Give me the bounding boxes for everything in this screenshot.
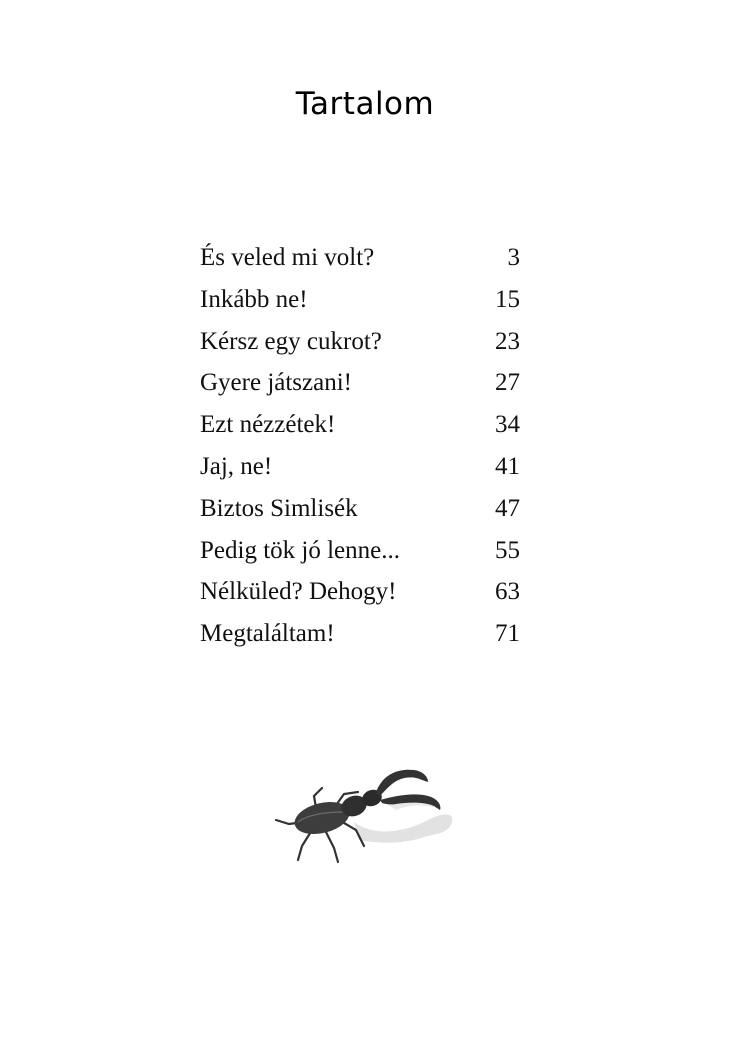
toc-entry-page: 63 [495, 578, 520, 606]
toc-entry-title: És veled mi volt? [200, 244, 375, 271]
toc-entry-page: 15 [495, 285, 520, 313]
stag-beetle-icon [264, 762, 464, 872]
toc-entry-title: Gyere játszani! [200, 369, 353, 397]
toc-entry-page: 71 [495, 620, 520, 648]
toc-entry-title: Ezt nézzétek! [200, 411, 336, 439]
toc-entry-title: Jaj, ne! [200, 452, 273, 480]
toc-entry-page: 23 [495, 327, 520, 355]
page-title: Tartalom [295, 86, 435, 122]
toc-entry-title: Megtaláltam! [200, 620, 335, 648]
toc-entry [200, 495, 520, 537]
toc-entry [200, 578, 520, 620]
toc-entry-title: Nélküled? Dehogy! [200, 578, 397, 606]
toc-entry [200, 369, 520, 411]
toc-entry [200, 453, 520, 495]
toc-entry [200, 620, 520, 662]
toc-entry [200, 411, 520, 453]
toc-entry-title: Kérsz egy cukrot? [200, 327, 382, 355]
toc-entry [200, 286, 520, 328]
toc-entry [200, 537, 520, 579]
toc-entry-page: 27 [495, 369, 520, 397]
toc-entry-title: Pedig tök jó lenne... [200, 536, 400, 564]
toc-entry-title: Biztos Simlisék [200, 494, 358, 522]
toc-entry-page: 55 [495, 536, 520, 564]
toc-entry-page: 3 [507, 244, 520, 271]
toc-entry-page: 47 [495, 494, 520, 522]
toc-entry-page: 34 [495, 411, 520, 439]
table-of-contents [200, 244, 520, 662]
toc-entry [200, 328, 520, 370]
toc-entry-title: Inkább ne! [200, 285, 308, 313]
toc-entry [200, 244, 520, 286]
toc-entry-page: 41 [495, 452, 520, 480]
